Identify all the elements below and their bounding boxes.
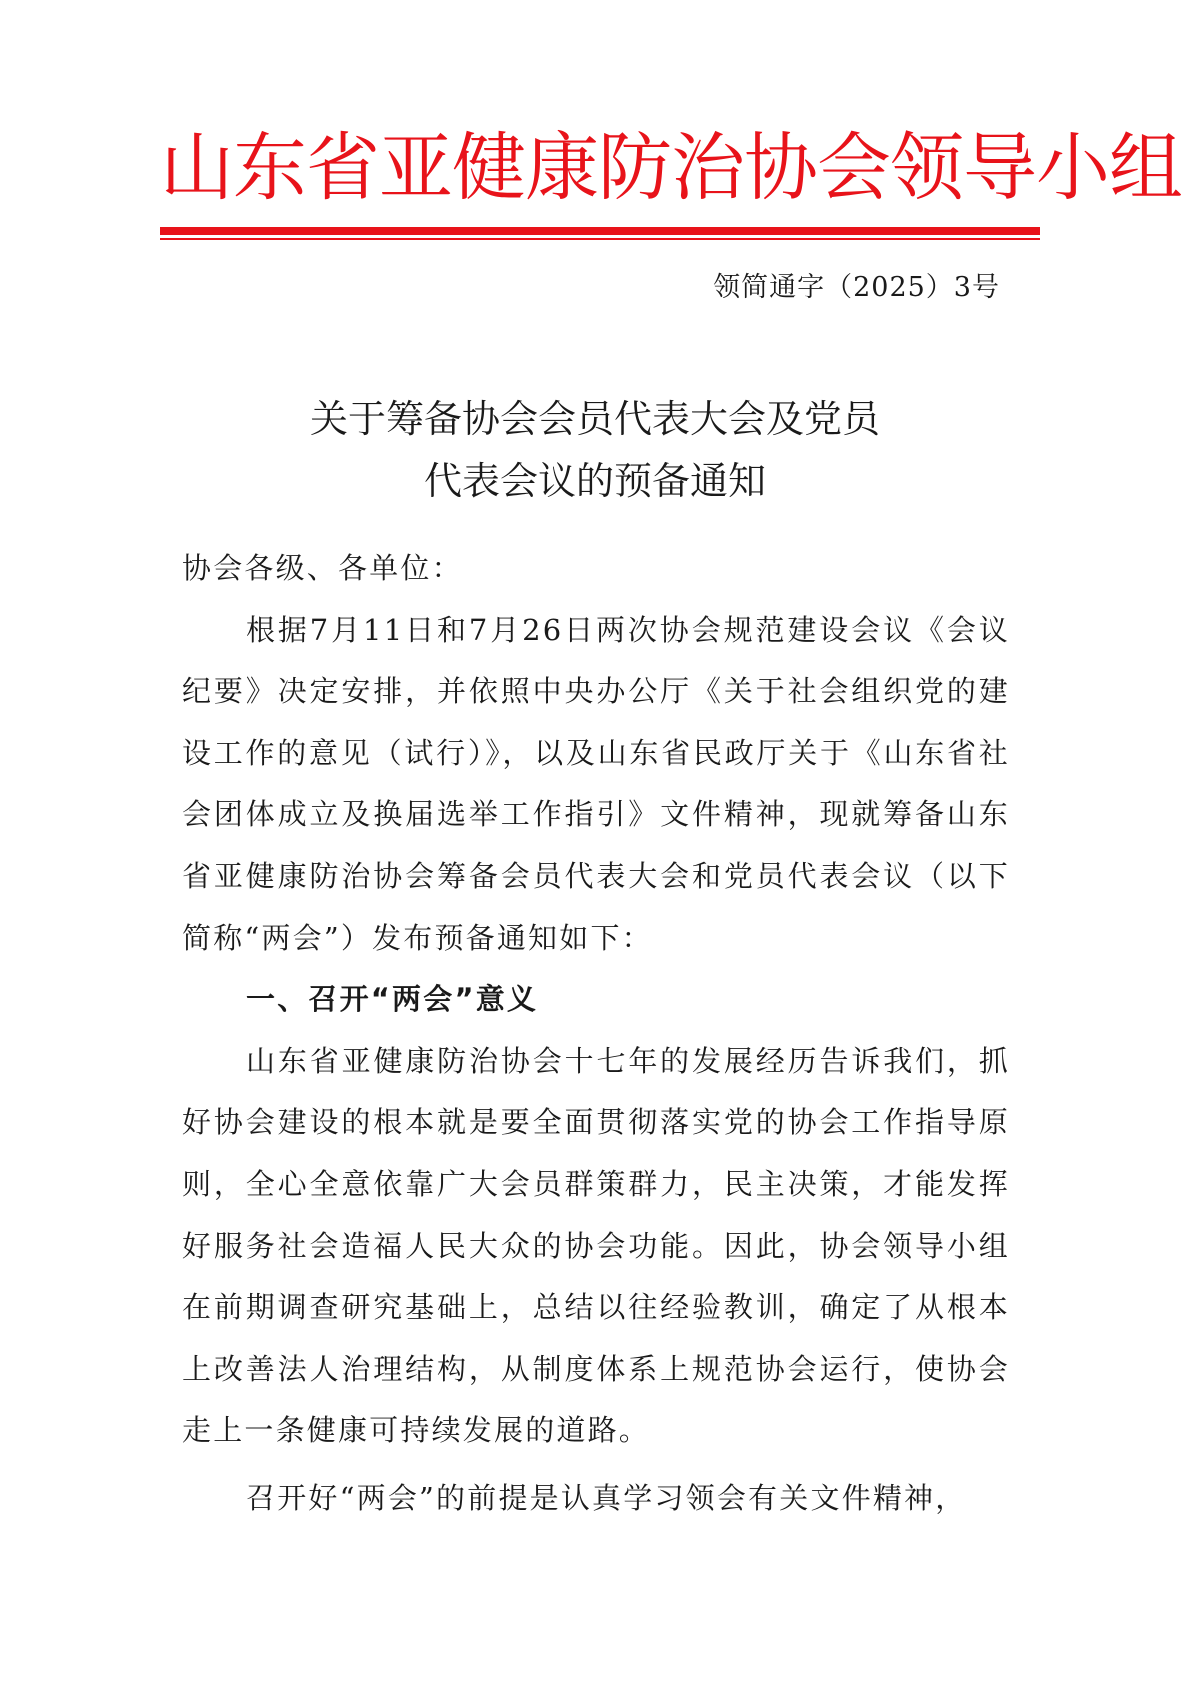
document-number: 领简通字（2025）3号	[713, 272, 1000, 303]
section-heading-1: 一、召开“两会”意义	[246, 982, 539, 1017]
document-title	[180, 388, 1010, 512]
masthead-rule-thin	[160, 238, 1040, 240]
paragraph-intro: 根据7月11日和7月26日两次协会规范建设会议《会议纪要》决定安排，并依照中央办公厅《关于社会组织党的建设工作的意见（试行）》，以及山东省民政厅关于《山东省社会团体成立及换届选举工作指引》文件精神，现就筹备山东省亚健康防治协会筹备会员代表大会和党员代表会议（以下简称“两会”）发布预备通知如下：	[182, 612, 1010, 955]
document-title-line-1: 关于筹备协会会员代表大会及党员	[309, 397, 880, 441]
masthead-rule-thick	[160, 227, 1040, 235]
paragraph-significance: 山东省亚健康防治协会十七年的发展经历告诉我们，抓好协会建设的根本就是要全面贯彻落实党的协会工作指导原则，全心全意依靠广大会员群策群力，民主决策，才能发挥好服务社会造福人民大众的协会功能。因此，协会领导小组在前期调查研究基础上，总结以往经验教训，确定了从根本上改善法人治理结构，从制度体系上规范协会运行，使协会走上一条健康可持续发展的道路。	[182, 1043, 1010, 1448]
masthead-title: 山东省亚健康防治协会领导小组	[160, 125, 1182, 211]
paragraph-premise: 召开好“两会”的前提是认真学习领会有关文件精神，	[246, 1480, 967, 1515]
document-body	[182, 538, 1010, 1530]
salutation: 协会各级、各单位：	[182, 551, 463, 585]
document-title-line-2: 代表会议的预备通知	[423, 459, 766, 503]
